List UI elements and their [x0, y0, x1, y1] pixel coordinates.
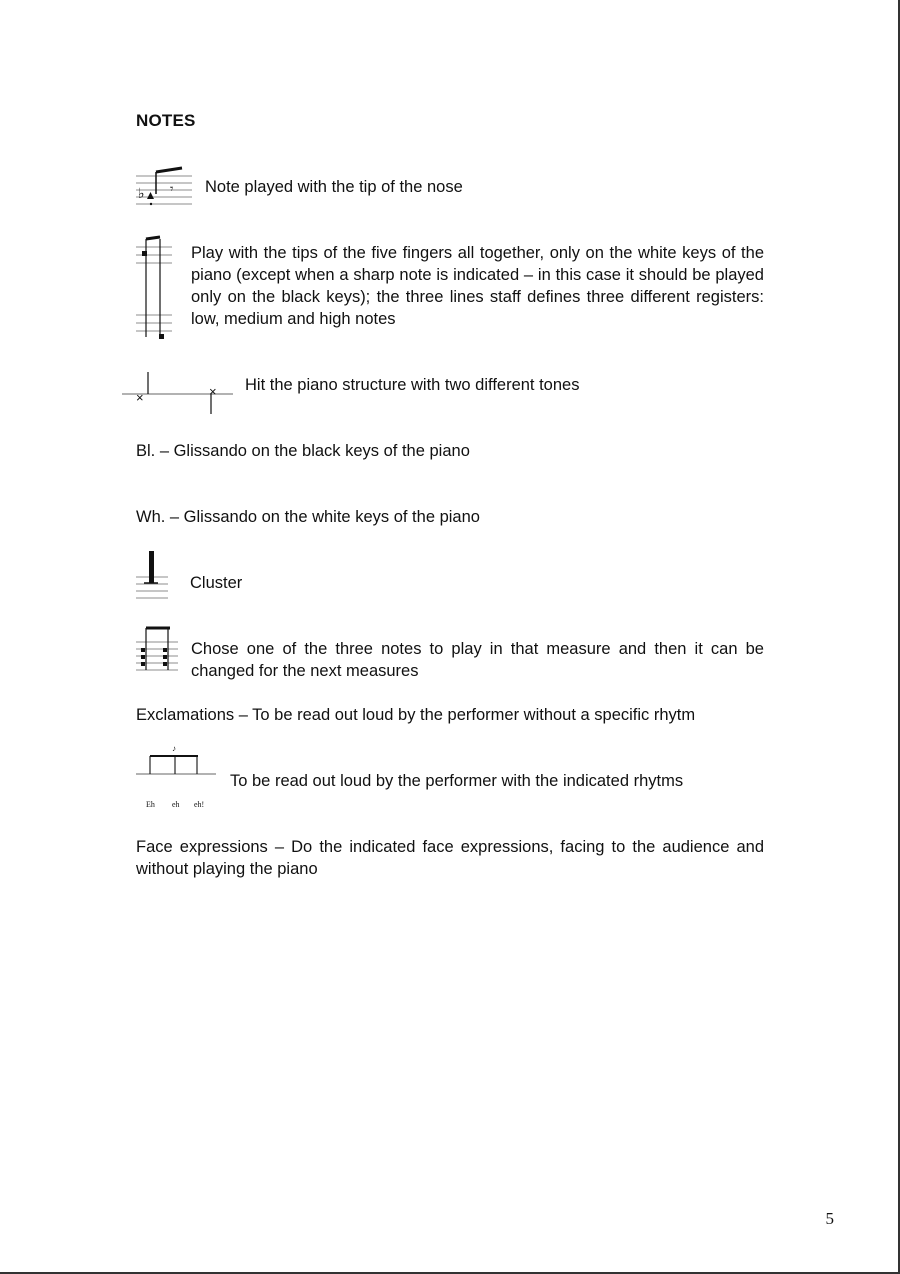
section-heading: NOTES: [136, 111, 196, 130]
face-expressions-text: Face expressions – Do the indicated face expressions, facing to the audience and without playing the piano: [136, 838, 764, 878]
rhythm-symbol-icon: [134, 742, 218, 778]
svg-text:×: ×: [209, 384, 217, 399]
nose-note-text: Note played with the tip of the nose: [205, 178, 463, 196]
svg-text:♪: ♪: [172, 744, 176, 753]
black-glissando-text: Bl. – Glissando on the black keys of the piano: [136, 442, 470, 460]
hit-structure-symbol-icon: [120, 368, 235, 418]
exclamations-text: Exclamations – To be read out loud by the performer without a specific rhytm: [136, 706, 696, 724]
five-finger-text: Play with the tips of the five fingers all together, only on the white keys of the piano (except when a sharp note is indicated – in this case it should be played only on the black keys); the three lines staff defines three different registers: low, medium and high notes: [191, 244, 764, 328]
choose-note-symbol-icon: [134, 624, 180, 680]
svg-text:♭: ♭: [138, 186, 145, 202]
nose-note-symbol-icon: [134, 166, 194, 212]
hit-structure-text: Hit the piano structure with two different tones: [245, 376, 580, 394]
page-number: 5: [825, 1209, 834, 1228]
rhythm-syllable-2: eh: [172, 800, 180, 809]
rhythm-text: To be read out loud by the performer with the indicated rhytms: [230, 772, 684, 790]
svg-text:×: ×: [136, 390, 144, 405]
cluster-symbol-icon: [134, 549, 170, 605]
cluster-text: Cluster: [190, 574, 243, 592]
five-finger-symbol-icon: [134, 233, 174, 345]
svg-text:𝄾: 𝄾: [170, 182, 174, 197]
rhythm-syllable-1: Eh: [146, 800, 155, 809]
choose-note-text: Chose one of the three notes to play in that measure and then it can be changed for the next measures: [191, 640, 764, 680]
rhythm-syllable-3: eh!: [194, 800, 205, 809]
white-glissando-text: Wh. – Glissando on the white keys of the piano: [136, 508, 480, 526]
